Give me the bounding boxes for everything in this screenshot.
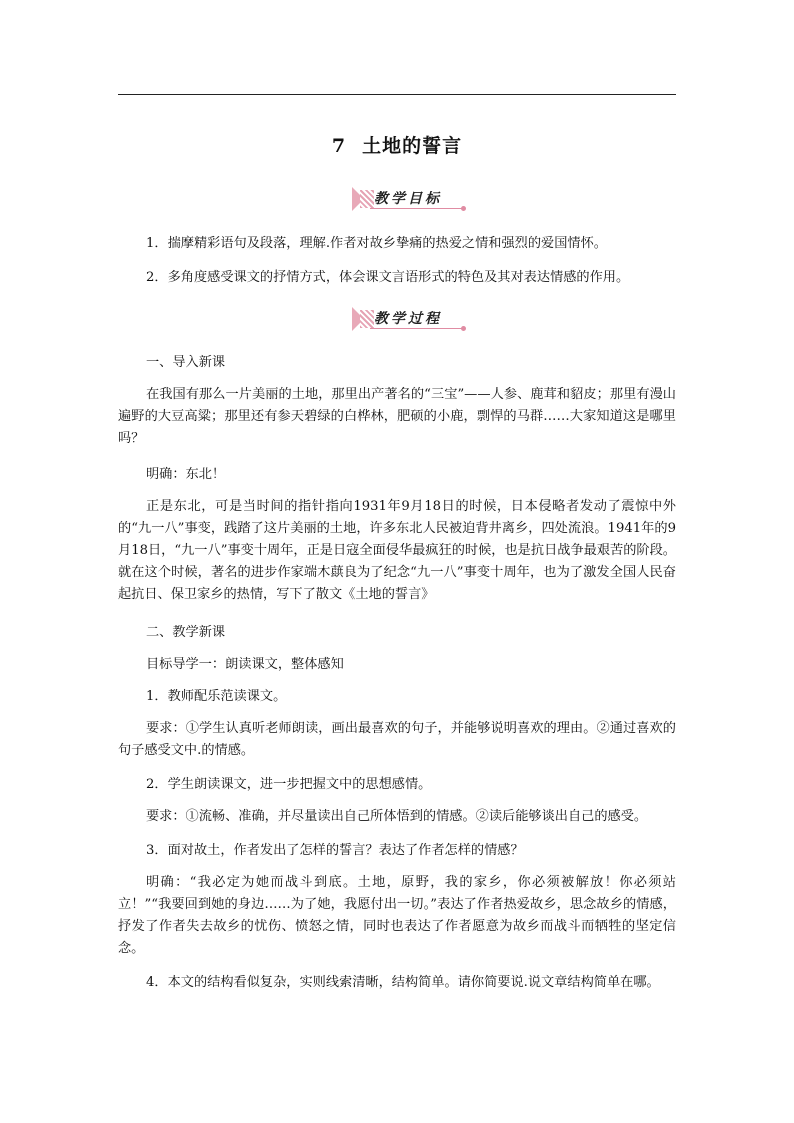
step-item: 2．学生朗读课文，进一步把握文中的思想感情。 — [146, 777, 432, 792]
paragraph-intro: 在我国有那么一片美丽的土地，那里出产著名的“三宝”——人参、鹿茸和貂皮；那里有漫山遍野的大豆高粱；那里还有参天碧绿的白桦林，肥硕的小鹿，剽悍的马群……大家知道这是哪里吗？ — [118, 387, 676, 446]
header-rule — [118, 94, 676, 95]
section-heading-process: 教学过程 — [374, 311, 442, 327]
paragraph-answer: 明确：东北！ — [146, 467, 226, 482]
step-item: 1．教师配乐范读课文。 — [146, 689, 287, 704]
lesson-number: 7 — [331, 135, 347, 157]
lesson-title: 土地的誓言 — [362, 135, 463, 157]
badge-dot-icon — [461, 326, 466, 331]
paragraph-background: 正是东北，可是当时间的指针指向1931年9月18日的时候，日本侵略者发动了震惊中外的“九一八”事变，践踏了这片美丽的土地，许多东北人民被迫背井离乡，四处流浪。1941年的9月18日，“九一八”事变十周年，正是日寇全面侵华最疯狂的时候，也是抗日战争最艰苦的阶段。就在这个时候，著名的进步作家端木蕻良为了纪念“九一八”事变十周年，也为了激发全国人民奋起抗日、保卫家乡的热情，写下了散文《土地的誓言》 — [118, 499, 676, 602]
question-item: 3．面对故土，作者发出了怎样的誓言？表达了作者怎样的情感？ — [146, 843, 524, 858]
section-badge-process — [352, 307, 462, 331]
page-title — [0, 131, 794, 158]
question-item: 4．本文的结构看似复杂，实则线索清晰，结构简单。请你简要说.说文章结构简单在哪。 — [146, 975, 660, 990]
section-title-new-lesson: 二、教学新课 — [146, 625, 226, 640]
goal-item: 1．揣摩精彩语句及段落，理解.作者对故乡挚痛的热爱之情和强烈的爱国情怀。 — [146, 236, 607, 251]
requirement-paragraph: 要求：①流畅、准确，并尽量读出自己所体悟到的情感。②读后能够谈出自己的感受。 — [146, 809, 648, 824]
answer-paragraph: 明确：“我必定为她而战斗到底。土地，原野，我的家乡，你必须被解放！你必须站立！”“我要回到她的身边……为了她，我愿付出一切。”表达了作者热爱故乡，思念故乡的情感，抒发了作者失去故乡的忧伤、愤怒之情，同时也表达了作者愿意为故乡而战斗而牺牲的坚定信念。 — [118, 875, 676, 956]
badge-dot-icon — [461, 206, 466, 211]
section-badge-goals — [352, 187, 462, 211]
section-title-intro: 一、导入新课 — [146, 355, 226, 370]
goal-item: 2．多角度感受课文的抒情方式，体会课文言语形式的特色及其对表达情感的作用。 — [146, 270, 630, 285]
badge-stripe-icon — [360, 310, 374, 328]
requirement-paragraph: 要求：①学生认真听老师朗读，画出最喜欢的句子，并能够说明喜欢的理由。②通过喜欢的句子感受文中.的情感。 — [118, 721, 676, 758]
objective-heading: 目标导学一：朗读课文，整体感知 — [146, 657, 344, 672]
badge-underline — [370, 328, 462, 329]
badge-stripe-icon — [360, 190, 374, 208]
badge-underline — [370, 208, 462, 209]
section-heading-goals: 教学目标 — [374, 191, 442, 207]
